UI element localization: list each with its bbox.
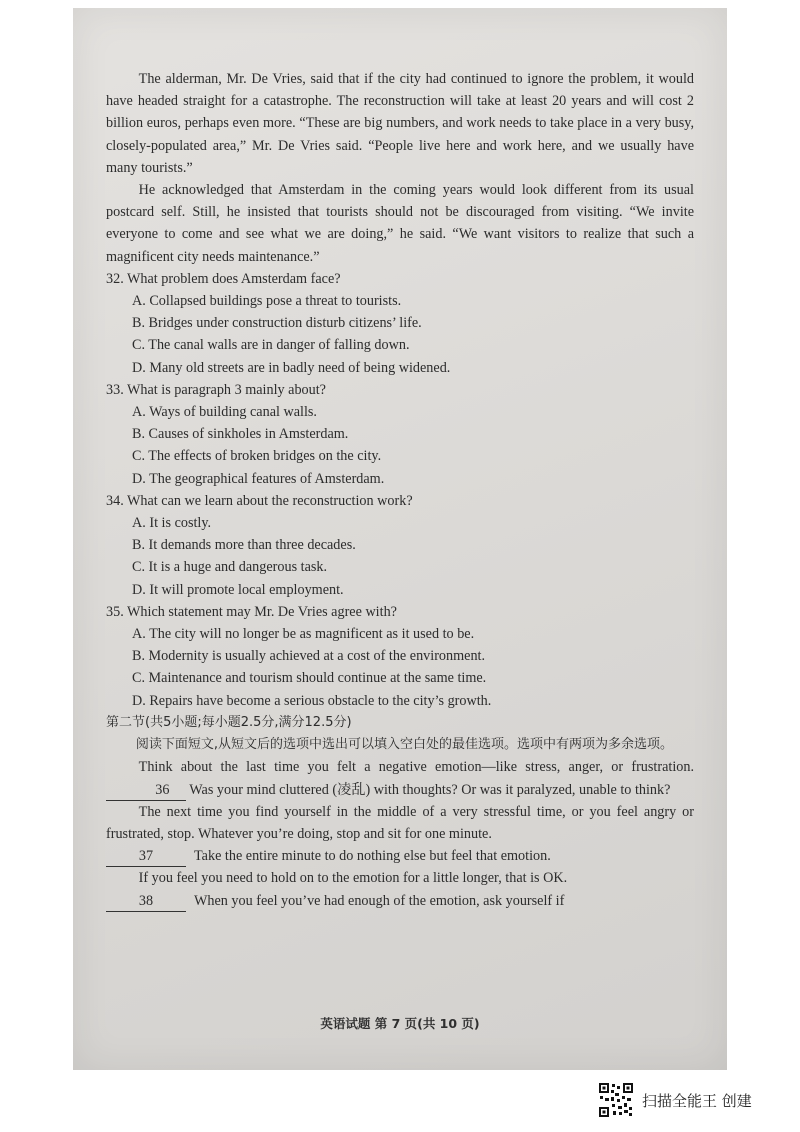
option-d: D. Repairs have become a serious obstacle to the city’s growth.: [132, 692, 492, 709]
option-c: C. Maintenance and tourism should continue at the same time.: [132, 670, 487, 687]
option-c: C. The canal walls are in danger of falling down.: [132, 337, 410, 354]
blank-38: 38: [106, 891, 186, 912]
section-2-instructions: 阅读下面短文,从短文后的选项中选出可以填入空白处的最佳选项。选项中有两项为多余选项。: [135, 737, 674, 753]
blank-36: 36: [106, 780, 186, 801]
passage-paragraph-1: The alderman, Mr. De Vries, said that if the city had continued to ignore the problem, it would have headed straight for a catastrophe. The reconstruction will take at least 20 years and will cost 2 billion euros, perhaps even more. “These are big numbers, and work needs to take place in a very busy, closely-populated area,” Mr. De Vries said. “People live here and work here, and we usually have many tourists.”: [106, 71, 694, 176]
option-d: D. Many old streets are in badly need of being widened.: [132, 359, 451, 376]
question-stem: 33. What is paragraph 3 mainly about?: [106, 381, 326, 398]
blank-37: 37: [106, 846, 186, 867]
exam-text: [106, 68, 694, 912]
passage2-paragraph-3-continued: [106, 890, 694, 912]
question-stem: 34. What can we learn about the reconstruction work?: [106, 492, 413, 509]
paragraph-text: Was your mind cluttered (凌乱) with thoughts? Or was it paralyzed, unable to think?: [189, 781, 671, 798]
option-a: A. The city will no longer be as magnificent as it used to be.: [132, 626, 475, 643]
passage2-paragraph-2: The next time you find yourself in the middle of a very stressful time, or you feel angry or frustrated, stop. Whatever you’re doing, stop and sit for one minute.: [106, 803, 694, 842]
passage2-paragraph-3: If you feel you need to hold on to the emotion for a little longer, that is OK.: [138, 870, 568, 887]
question-stem: 35. Which statement may Mr. De Vries agree with?: [106, 603, 397, 620]
scanner-watermark: [598, 1082, 752, 1118]
question-34: [106, 490, 694, 601]
passage2-paragraph-2-continued: [106, 845, 694, 867]
option-b: B. It demands more than three decades.: [132, 537, 356, 554]
option-b: B. Modernity is usually achieved at a cost of the environment.: [132, 648, 486, 665]
watermark-text: 扫描全能王 创建: [642, 1091, 752, 1110]
page-footer: 英语试题 第 7 页(共 10 页): [320, 1016, 480, 1031]
option-a: A. Collapsed buildings pose a threat to tourists.: [132, 293, 402, 310]
option-c: C. The effects of broken bridges on the city.: [132, 448, 382, 465]
question-35: [106, 601, 694, 712]
question-stem: 32. What problem does Amsterdam face?: [106, 270, 341, 287]
option-a: A. It is costly.: [132, 515, 212, 532]
paragraph-text: When you feel you’ve had enough of the emotion, ask yourself if: [194, 892, 565, 909]
option-d: D. The geographical features of Amsterdam.: [132, 470, 385, 487]
section-2-header: 第二节(共5小题;每小题2.5分,满分12.5分): [106, 714, 352, 730]
option-d: D. It will promote local employment.: [132, 581, 344, 598]
passage2-paragraph-1: [106, 756, 694, 800]
option-c: C. It is a huge and dangerous task.: [132, 559, 328, 576]
option-a: A. Ways of building canal walls.: [132, 404, 317, 421]
option-b: B. Bridges under construction disturb citizens’ life.: [132, 315, 422, 332]
question-32: [106, 268, 694, 379]
qr-code-icon: [598, 1082, 634, 1118]
paragraph-text: Take the entire minute to do nothing else but feel that emotion.: [194, 848, 551, 865]
question-33: [106, 379, 694, 490]
passage-paragraph-2: He acknowledged that Amsterdam in the coming years would look different from its usual postcard self. Still, he insisted that tourists should not be discouraged from visiting. “We invite everyone to come and see what we are doing,” he said. “We want visitors to realize that such a magnificent city needs maintenance.”: [106, 182, 694, 265]
paragraph-text: Think about the last time you felt a negative emotion—like stress, anger, or frustration.: [138, 759, 694, 776]
option-b: B. Causes of sinkholes in Amsterdam.: [132, 426, 349, 443]
